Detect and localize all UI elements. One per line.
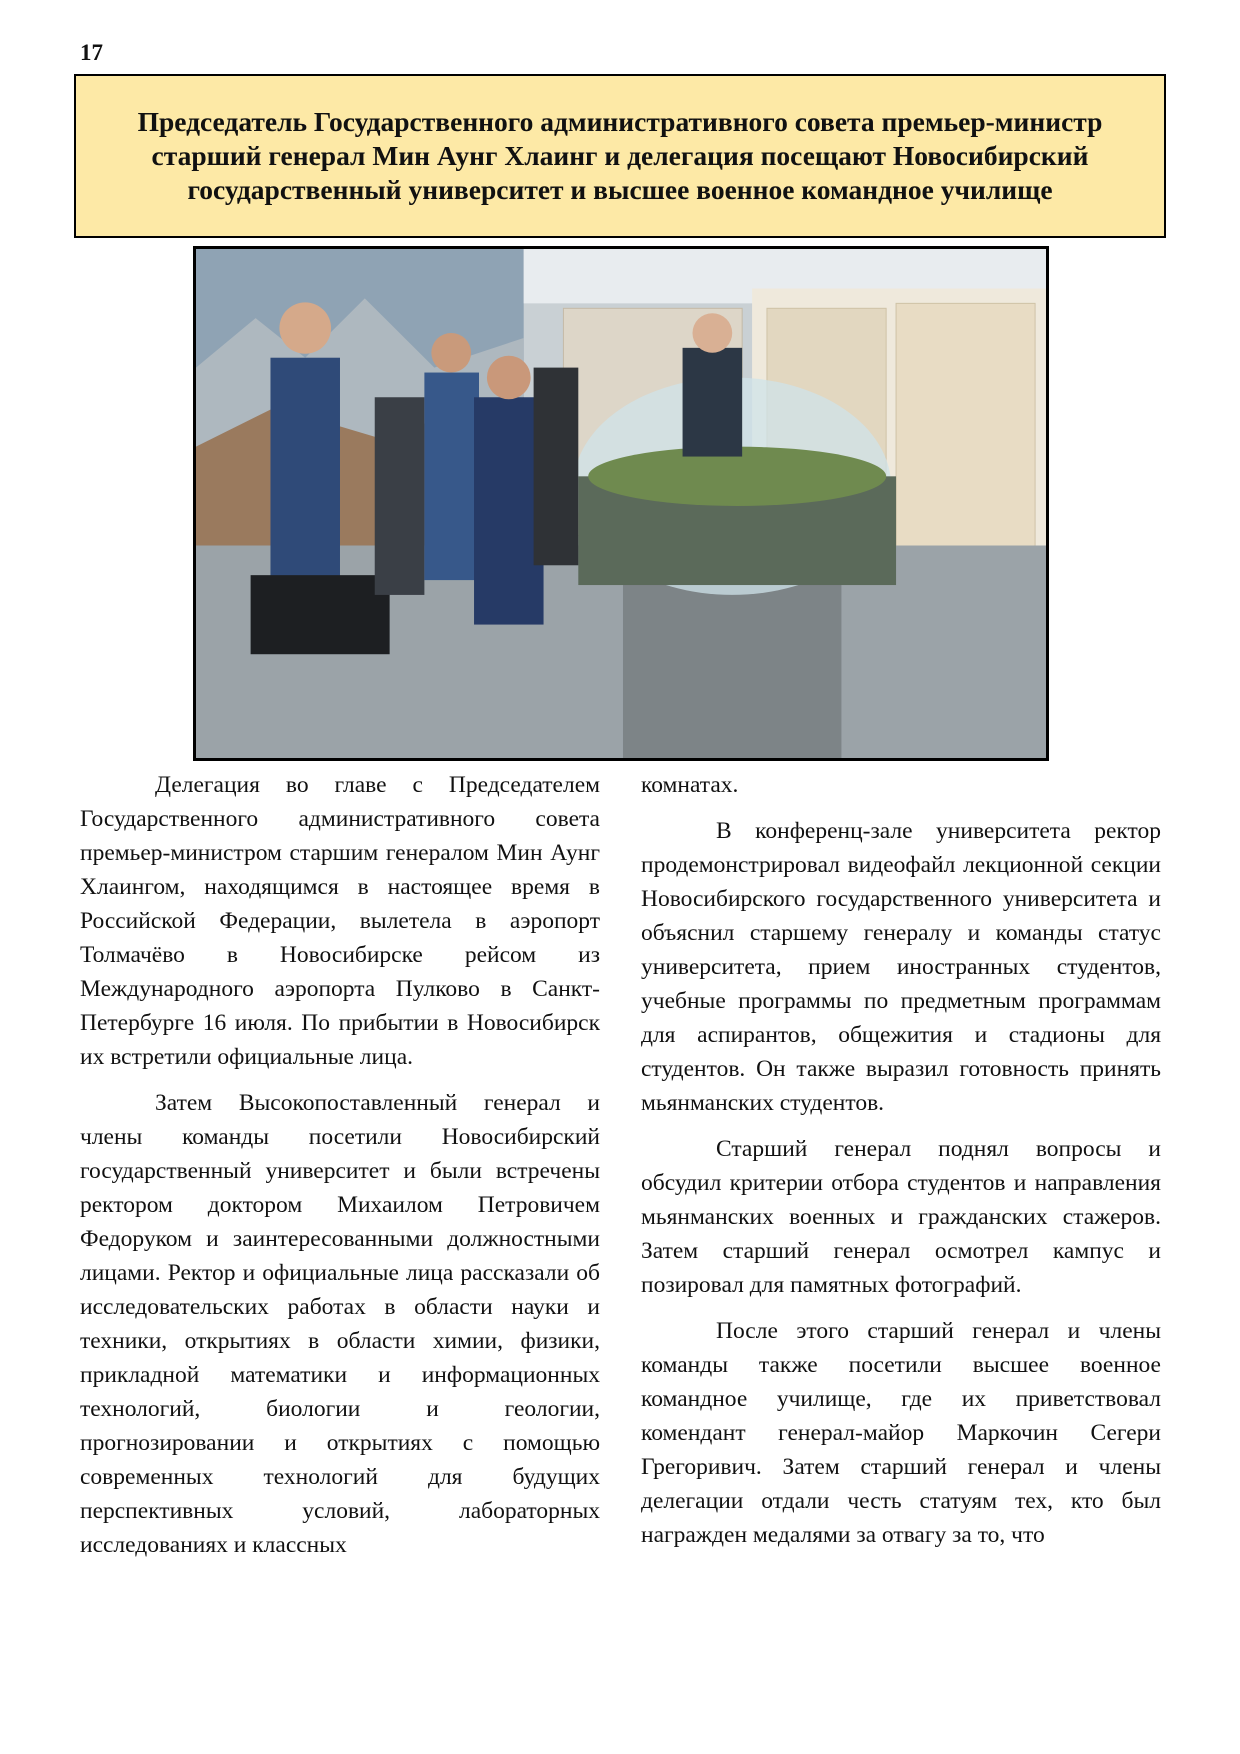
page-number: 17 (80, 40, 103, 65)
right-paragraph-3: После этого старший генерал и члены команды также посетили высшее военное командное училище, где их приветствовал комендант генерал-майор Маркочин Сегери Грегоривич. Затем старший генерал и члены делегации отдали честь статуям тех, кто был награжден медалями за отвагу за то, что (641, 1318, 1161, 1548)
article-title: Председатель Государственного административного совета премьер-министр старший генерал Мин Аунг Хлаинг и делегация посещают Новосибирский государственный университет и высшее военное командное училище (137, 106, 1103, 205)
article-title-box (74, 74, 1166, 238)
article-photo (193, 246, 1049, 761)
left-paragraph-1: Делегация во главе с Председателем Государственного административного совета премьер-министром старшим генералом Мин Аунг Хлаингом, находящимся в настоящее время в Российской Федерации, вылетела в аэропорт Толмачёво в Новосибирске рейсом из Международного аэропорта Пулково в Санкт-Петербурге 16 июля. По прибытии в Новосибирск их встретили официальные лица. (80, 772, 600, 1070)
left-paragraph-2: Затем Высокопоставленный генерал и члены команды посетили Новосибирский государственный университет и были встречены ректором доктором Михаилом Петровичем Федоруком и заинтересованными должностными лицами. Ректор и официальные лица рассказали об исследовательских работах в области науки и техники, открытиях в области химии, физики, прикладной математики и информационных технологий, биологии и геологии, прогнозировании и открытиях с помощью современных технологий для будущих перспективных условий, лабораторных исследованиях и классных (80, 1090, 600, 1558)
museum-visit-photo-icon (196, 249, 1046, 758)
right-paragraph-continuation: комнатах. (641, 772, 739, 798)
right-paragraph-2: Старший генерал поднял вопросы и обсудил критерии отбора студентов и направления мьянманских военных и гражданских стажеров. Затем старший генерал осмотрел кампус и позировал для памятных фотографий. (641, 1136, 1161, 1298)
left-column (80, 768, 600, 1574)
right-column (641, 768, 1161, 1564)
right-paragraph-1: В конференц-зале университета ректор продемонстрировал видеофайл лекционной секции Новосибирского государственного университета и объяснил старшему генералу и команды статус университета, прием иностранных студентов, учебные программы по предметным программам для аспирантов, общежития и стадионы для студентов. Он также выразил готовность принять мьянманских студентов. (641, 818, 1161, 1116)
